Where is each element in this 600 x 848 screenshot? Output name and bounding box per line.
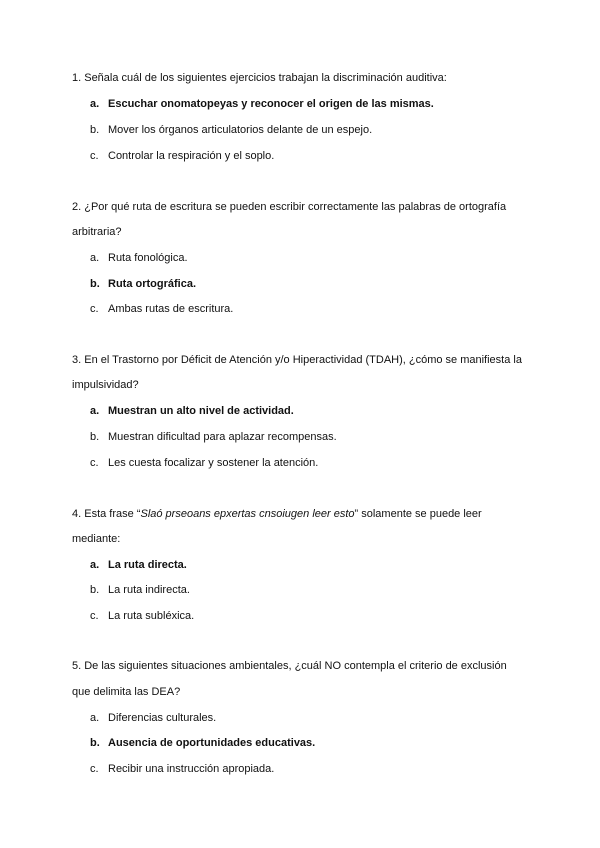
question-3-option-c: [90, 456, 318, 470]
question-2-option-b: [90, 277, 196, 291]
option-letter: b.: [90, 431, 100, 443]
option-letter: c.: [90, 150, 99, 162]
question-5-option-c: [90, 762, 274, 776]
option-text: La ruta indirecta.: [108, 584, 190, 596]
question-2-text-line-2: arbitraria?: [72, 226, 122, 238]
question-5-option-a: [90, 711, 216, 725]
option-text: La ruta subléxica.: [108, 610, 195, 622]
option-letter: a.: [90, 98, 100, 110]
option-letter: a.: [90, 405, 100, 417]
question-1-option-c: [90, 149, 274, 163]
question-4-option-c: [90, 609, 194, 623]
option-text: La ruta directa.: [108, 559, 187, 571]
option-text: Ambas rutas de escritura.: [108, 303, 234, 315]
option-letter: b.: [90, 124, 100, 136]
question-1-option-b: [90, 123, 372, 137]
option-text: Mover los órganos articulatorios delante de un espejo.: [108, 124, 373, 136]
question-2-option-c: [90, 302, 233, 316]
option-letter: c.: [90, 303, 99, 315]
option-letter: a.: [90, 559, 100, 571]
option-text: Recibir una instrucción apropiada.: [108, 763, 275, 775]
option-letter: b.: [90, 584, 100, 596]
option-text: Controlar la respiración y el soplo.: [108, 150, 275, 162]
question-4-option-a: [90, 558, 187, 572]
question-3-text-line-2: impulsividad?: [72, 379, 139, 391]
option-letter: a.: [90, 252, 100, 264]
question-1-option-a: [90, 97, 434, 111]
question-4-option-b: [90, 583, 190, 597]
question-5-option-b: [90, 736, 315, 750]
option-letter: c.: [90, 763, 99, 775]
option-letter: b.: [90, 278, 100, 290]
option-letter: c.: [90, 610, 99, 622]
question-3-option-a: [90, 404, 294, 418]
option-letter: c.: [90, 457, 99, 469]
question-4-text-line-1: [72, 507, 482, 521]
option-text: Muestran dificultad para aplazar recompensas.: [108, 431, 337, 443]
question-5-text-line-2: que delimita las DEA?: [72, 686, 181, 698]
question-4-suffix: ” solamente se puede leer: [354, 508, 482, 520]
question-4-text-line-2: mediante:: [72, 533, 121, 545]
question-2-text-line-1: 2. ¿Por qué ruta de escritura se pueden escribir correctamente las palabras de ortografía: [72, 201, 507, 213]
question-1-text: 1. Señala cuál de los siguientes ejercicios trabajan la discriminación auditiva:: [72, 72, 447, 84]
option-text: Escuchar onomatopeyas y reconocer el origen de las mismas.: [108, 98, 434, 110]
scrambled-phrase: Slaó prseoans epxertas cnsoiugen leer esto: [140, 508, 355, 520]
question-2-option-a: [90, 251, 188, 265]
question-4-prefix: 4. Esta frase “: [72, 508, 141, 520]
option-text: Ruta ortográfica.: [108, 278, 197, 290]
option-text: Diferencias culturales.: [108, 712, 217, 724]
question-3-text-line-1: 3. En el Trastorno por Déficit de Atención y/o Hiperactividad (TDAH), ¿cómo se manifiesta la: [72, 354, 522, 366]
question-3-option-b: [90, 430, 337, 444]
option-letter: a.: [90, 712, 100, 724]
option-text: Les cuesta focalizar y sostener la atención.: [108, 457, 319, 469]
option-letter: b.: [90, 737, 100, 749]
option-text: Ausencia de oportunidades educativas.: [108, 737, 316, 749]
option-text: Ruta fonológica.: [108, 252, 188, 264]
option-text: Muestran un alto nivel de actividad.: [108, 405, 294, 417]
question-5-text-line-1: 5. De las siguientes situaciones ambientales, ¿cuál NO contempla el criterio de exclusión: [72, 660, 507, 672]
